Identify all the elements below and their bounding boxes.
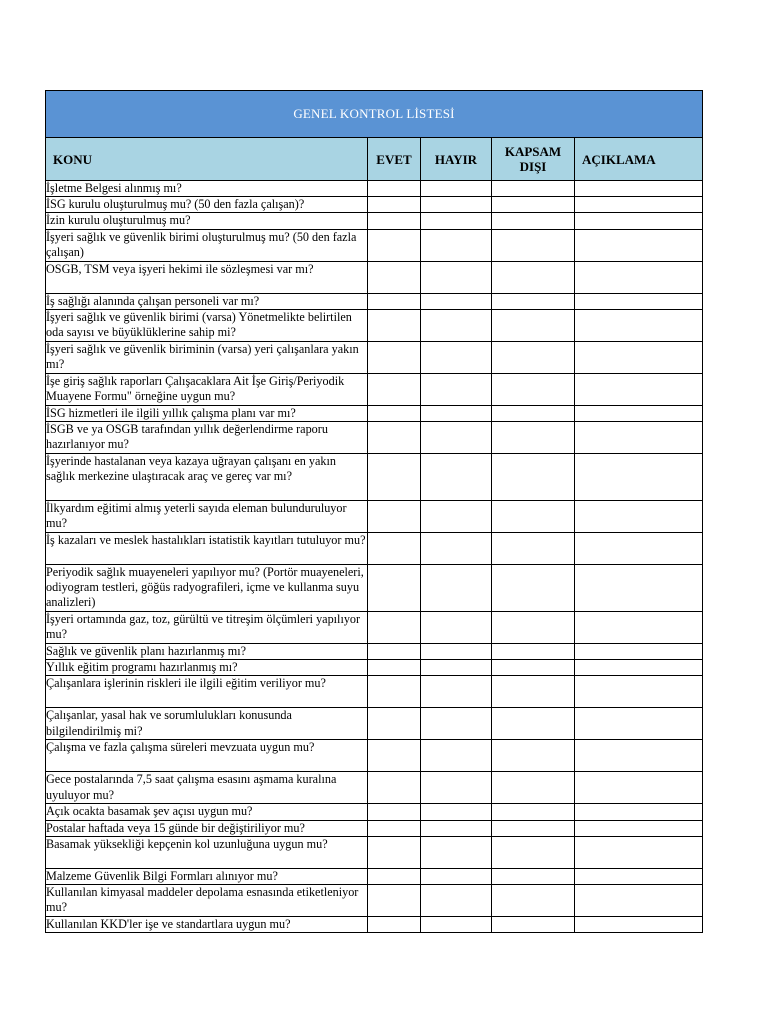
evet-cell[interactable]: [368, 422, 421, 454]
evet-cell[interactable]: [368, 533, 421, 565]
kapsam-disi-cell[interactable]: [492, 708, 575, 740]
kapsam-disi-cell[interactable]: [492, 422, 575, 454]
aciklama-cell[interactable]: [575, 565, 703, 612]
table-row: [46, 261, 703, 293]
table-row: [46, 820, 703, 836]
question-cell: İSGB ve ya OSGB tarafından yıllık değerlendirme raporu hazırlanıyor mu?: [46, 422, 368, 454]
hayir-cell[interactable]: [421, 565, 492, 612]
hayir-cell[interactable]: [421, 644, 492, 660]
aciklama-cell[interactable]: [575, 454, 703, 501]
table-row: [46, 181, 703, 197]
kapsam-disi-cell[interactable]: [492, 820, 575, 836]
kapsam-disi-cell[interactable]: [492, 213, 575, 229]
evet-cell[interactable]: [368, 660, 421, 676]
kapsam-disi-cell[interactable]: [492, 565, 575, 612]
table-row: [46, 660, 703, 676]
question-cell: İşyeri sağlık ve güvenlik biriminin (varsa) yeri çalışanlara yakın mı?: [46, 341, 368, 373]
aciklama-cell[interactable]: [575, 405, 703, 421]
kapsam-disi-cell[interactable]: [492, 612, 575, 644]
hayir-cell[interactable]: [421, 612, 492, 644]
aciklama-cell[interactable]: [575, 917, 703, 933]
hayir-cell[interactable]: [421, 405, 492, 421]
kapsam-disi-cell[interactable]: [492, 868, 575, 884]
kapsam-disi-cell[interactable]: [492, 501, 575, 533]
table-row: [46, 885, 703, 917]
hayir-cell[interactable]: [421, 261, 492, 293]
column-header-hayir: HAYIR: [421, 138, 492, 181]
column-header-evet: EVET: [368, 138, 421, 181]
question-cell: Gece postalarında 7,5 saat çalışma esasını aşmama kuralına uyuluyor mu?: [46, 772, 368, 804]
aciklama-cell[interactable]: [575, 293, 703, 309]
title-row: [46, 91, 703, 138]
aciklama-cell[interactable]: [575, 644, 703, 660]
evet-cell[interactable]: [368, 708, 421, 740]
aciklama-cell[interactable]: [575, 341, 703, 373]
kapsam-disi-cell[interactable]: [492, 836, 575, 868]
aciklama-cell[interactable]: [575, 676, 703, 708]
kapsam-disi-cell[interactable]: [492, 917, 575, 933]
kapsam-disi-cell[interactable]: [492, 309, 575, 341]
evet-cell[interactable]: [368, 917, 421, 933]
table-row: [46, 533, 703, 565]
question-cell: OSGB, TSM veya işyeri hekimi ile sözleşmesi var mı?: [46, 261, 368, 293]
question-cell: İşyeri ortamında gaz, toz, gürültü ve titreşim ölçümleri yapılıyor mu?: [46, 612, 368, 644]
evet-cell[interactable]: [368, 373, 421, 405]
kapsam-line-2: DIŞI: [519, 159, 547, 174]
question-cell: İş kazaları ve meslek hastalıkları istatistik kayıtları tutuluyor mu?: [46, 533, 368, 565]
hayir-cell[interactable]: [421, 229, 492, 261]
aciklama-cell[interactable]: [575, 868, 703, 884]
evet-cell[interactable]: [368, 885, 421, 917]
aciklama-cell[interactable]: [575, 181, 703, 197]
question-cell: Çalışanlar, yasal hak ve sorumlulukları konusunda bilgilendirilmiş mi?: [46, 708, 368, 740]
table-row: [46, 804, 703, 820]
table-row: [46, 676, 703, 708]
table-row: [46, 229, 703, 261]
hayir-cell[interactable]: [421, 804, 492, 820]
evet-cell[interactable]: [368, 804, 421, 820]
hayir-cell[interactable]: [421, 309, 492, 341]
kapsam-disi-cell[interactable]: [492, 454, 575, 501]
checklist-table: [45, 90, 703, 933]
aciklama-cell[interactable]: [575, 309, 703, 341]
evet-cell[interactable]: [368, 820, 421, 836]
kapsam-disi-cell[interactable]: [492, 341, 575, 373]
kapsam-disi-cell[interactable]: [492, 405, 575, 421]
kapsam-disi-cell[interactable]: [492, 197, 575, 213]
kapsam-line-1: KAPSAM: [504, 144, 562, 159]
question-cell: İSG kurulu oluşturulmuş mu? (50 den fazla çalışan)?: [46, 197, 368, 213]
kapsam-disi-cell[interactable]: [492, 293, 575, 309]
question-cell: Postalar haftada veya 15 günde bir değiştiriliyor mu?: [46, 820, 368, 836]
checklist-body: [46, 181, 703, 933]
evet-cell[interactable]: [368, 213, 421, 229]
aciklama-cell[interactable]: [575, 772, 703, 804]
aciklama-cell[interactable]: [575, 612, 703, 644]
table-row: [46, 708, 703, 740]
kapsam-disi-cell[interactable]: [492, 804, 575, 820]
evet-cell[interactable]: [368, 341, 421, 373]
table-row: [46, 341, 703, 373]
hayir-cell[interactable]: [421, 422, 492, 454]
aciklama-cell[interactable]: [575, 261, 703, 293]
evet-cell[interactable]: [368, 740, 421, 772]
hayir-cell[interactable]: [421, 373, 492, 405]
hayir-cell[interactable]: [421, 885, 492, 917]
evet-cell[interactable]: [368, 405, 421, 421]
evet-cell[interactable]: [368, 676, 421, 708]
hayir-cell[interactable]: [421, 501, 492, 533]
aciklama-cell[interactable]: [575, 197, 703, 213]
hayir-cell[interactable]: [421, 660, 492, 676]
evet-cell[interactable]: [368, 644, 421, 660]
aciklama-cell[interactable]: [575, 213, 703, 229]
hayir-cell[interactable]: [421, 181, 492, 197]
question-cell: Basamak yüksekliği kepçenin kol uzunluğuna uygun mu?: [46, 836, 368, 868]
table-row: [46, 836, 703, 868]
question-cell: İşyeri sağlık ve güvenlik birimi (varsa) Yönetmelikte belirtilen oda sayısı ve büyüklüklerine sahip mi?: [46, 309, 368, 341]
evet-cell[interactable]: [368, 772, 421, 804]
table-row: [46, 868, 703, 884]
table-row: [46, 612, 703, 644]
header-row: [46, 138, 703, 181]
hayir-cell[interactable]: [421, 820, 492, 836]
evet-cell[interactable]: [368, 181, 421, 197]
evet-cell[interactable]: [368, 565, 421, 612]
table-row: [46, 405, 703, 421]
question-cell: İlkyardım eğitimi almış yeterli sayıda eleman bulunduruluyor mu?: [46, 501, 368, 533]
question-cell: Çalışanlara işlerinin riskleri ile ilgili eğitim veriliyor mu?: [46, 676, 368, 708]
kapsam-disi-cell[interactable]: [492, 676, 575, 708]
aciklama-cell[interactable]: [575, 885, 703, 917]
hayir-cell[interactable]: [421, 868, 492, 884]
evet-cell[interactable]: [368, 261, 421, 293]
kapsam-disi-cell[interactable]: [492, 740, 575, 772]
table-row: [46, 644, 703, 660]
question-cell: Malzeme Güvenlik Bilgi Formları alınıyor mu?: [46, 868, 368, 884]
kapsam-disi-cell[interactable]: [492, 229, 575, 261]
question-cell: Kullanılan KKD'ler işe ve standartlara uygun mu?: [46, 917, 368, 933]
hayir-cell[interactable]: [421, 197, 492, 213]
evet-cell[interactable]: [368, 197, 421, 213]
question-cell: İzin kurulu oluşturulmuş mu?: [46, 213, 368, 229]
table-row: [46, 454, 703, 501]
question-cell: Kullanılan kimyasal maddeler depolama esnasında etiketleniyor mu?: [46, 885, 368, 917]
evet-cell[interactable]: [368, 454, 421, 501]
table-row: [46, 422, 703, 454]
table-row: [46, 740, 703, 772]
table-row: [46, 293, 703, 309]
kapsam-disi-cell[interactable]: [492, 644, 575, 660]
table-row: [46, 565, 703, 612]
hayir-cell[interactable]: [421, 740, 492, 772]
kapsam-disi-cell[interactable]: [492, 373, 575, 405]
evet-cell[interactable]: [368, 868, 421, 884]
hayir-cell[interactable]: [421, 533, 492, 565]
checklist-title: GENEL KONTROL LİSTESİ: [46, 91, 703, 138]
hayir-cell[interactable]: [421, 708, 492, 740]
aciklama-cell[interactable]: [575, 229, 703, 261]
kapsam-disi-cell[interactable]: [492, 181, 575, 197]
table-row: [46, 501, 703, 533]
question-cell: İşletme Belgesi alınmış mı?: [46, 181, 368, 197]
kapsam-disi-cell[interactable]: [492, 261, 575, 293]
aciklama-cell[interactable]: [575, 820, 703, 836]
hayir-cell[interactable]: [421, 454, 492, 501]
kapsam-disi-cell[interactable]: [492, 533, 575, 565]
aciklama-cell[interactable]: [575, 804, 703, 820]
hayir-cell[interactable]: [421, 917, 492, 933]
aciklama-cell[interactable]: [575, 836, 703, 868]
question-cell: İSG hizmetleri ile ilgili yıllık çalışma planı var mı?: [46, 405, 368, 421]
hayir-cell[interactable]: [421, 772, 492, 804]
column-header-konu: KONU: [46, 138, 368, 181]
column-header-kapsam-disi: [492, 138, 575, 181]
aciklama-cell[interactable]: [575, 501, 703, 533]
evet-cell[interactable]: [368, 501, 421, 533]
question-cell: Açık ocakta basamak şev açısı uygun mu?: [46, 804, 368, 820]
hayir-cell[interactable]: [421, 836, 492, 868]
hayir-cell[interactable]: [421, 293, 492, 309]
table-row: [46, 213, 703, 229]
question-cell: Çalışma ve fazla çalışma süreleri mevzuata uygun mu?: [46, 740, 368, 772]
hayir-cell[interactable]: [421, 341, 492, 373]
evet-cell[interactable]: [368, 229, 421, 261]
question-cell: Periyodik sağlık muayeneleri yapılıyor mu? (Portör muayeneleri, odiyogram testleri, göğüs radyografileri, içme ve kullanma suyu analizleri): [46, 565, 368, 612]
evet-cell[interactable]: [368, 293, 421, 309]
question-cell: İşyerinde hastalanan veya kazaya uğrayan çalışanı en yakın sağlık merkezine ulaştıracak araç ve gereç var mı?: [46, 454, 368, 501]
question-cell: İş sağlığı alanında çalışan personeli var mı?: [46, 293, 368, 309]
column-header-aciklama: AÇIKLAMA: [575, 138, 703, 181]
question-cell: İşe giriş sağlık raporları Çalışacaklara Ait İşe Giriş/Periyodik Muayene Formu" örneğine uygun mu?: [46, 373, 368, 405]
evet-cell[interactable]: [368, 612, 421, 644]
aciklama-cell[interactable]: [575, 533, 703, 565]
aciklama-cell[interactable]: [575, 740, 703, 772]
table-row: [46, 373, 703, 405]
evet-cell[interactable]: [368, 309, 421, 341]
kapsam-disi-cell[interactable]: [492, 885, 575, 917]
hayir-cell[interactable]: [421, 213, 492, 229]
kapsam-disi-cell[interactable]: [492, 772, 575, 804]
kapsam-disi-cell[interactable]: [492, 660, 575, 676]
table-row: [46, 917, 703, 933]
question-cell: Sağlık ve güvenlik planı hazırlanmış mı?: [46, 644, 368, 660]
question-cell: İşyeri sağlık ve güvenlik birimi oluşturulmuş mu? (50 den fazla çalışan): [46, 229, 368, 261]
aciklama-cell[interactable]: [575, 422, 703, 454]
aciklama-cell[interactable]: [575, 373, 703, 405]
table-row: [46, 309, 703, 341]
aciklama-cell[interactable]: [575, 708, 703, 740]
table-row: [46, 772, 703, 804]
question-cell: Yıllık eğitim programı hazırlanmış mı?: [46, 660, 368, 676]
hayir-cell[interactable]: [421, 676, 492, 708]
table-row: [46, 197, 703, 213]
aciklama-cell[interactable]: [575, 660, 703, 676]
evet-cell[interactable]: [368, 836, 421, 868]
